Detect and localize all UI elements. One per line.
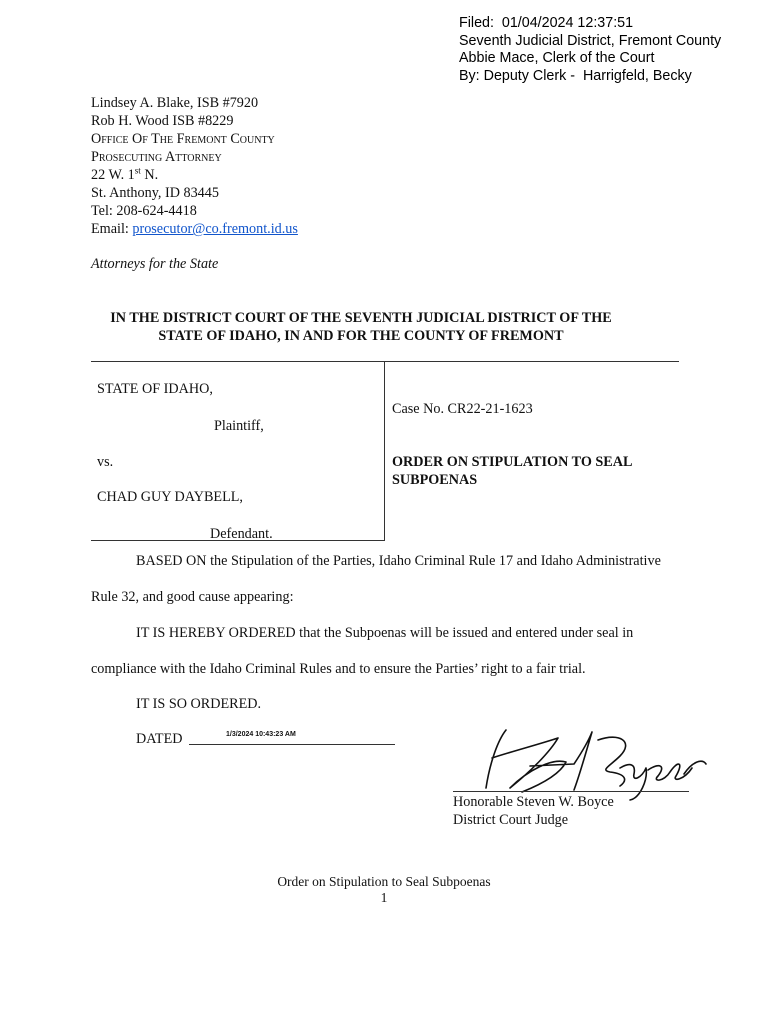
page-number: 1 [380, 890, 388, 905]
attorney-1: Lindsey A. Blake, ISB #7920 [91, 95, 259, 111]
case-number: Case No. CR22-21-1623 [392, 401, 533, 417]
caption-divider [384, 362, 385, 540]
address-street: 22 W. 1st N. [91, 165, 159, 183]
filed-date: Filed: 01/04/2024 12:37:51 [459, 15, 634, 31]
filed-district: Seventh Judicial District, Fremont County [459, 32, 722, 49]
signature-line [453, 791, 689, 792]
plaintiff-name: STATE OF IDAHO, [97, 381, 213, 397]
judge-title: District Court Judge [453, 812, 569, 828]
document-title [392, 453, 632, 489]
dated-underline [189, 744, 395, 745]
dated-label: DATED [136, 731, 183, 747]
paragraph-1-line-1: BASED ON the Stipulation of the Parties, Idaho Criminal Rule 17 and Idaho Administrative [136, 553, 661, 569]
so-ordered: IT IS SO ORDERED. [136, 696, 262, 712]
filing-stamp [459, 15, 721, 85]
filed-deputy: By: Deputy Clerk - Harrigfeld, Becky [459, 67, 692, 84]
court-heading-line-1: IN THE DISTRICT COURT OF THE SEVENTH JUDICIAL DISTRICT OF THE [110, 310, 612, 326]
defendant-label: Defendant. [210, 526, 273, 542]
judge-name: Honorable Steven W. Boyce [453, 794, 614, 810]
judge-signature [470, 722, 710, 802]
paragraph-2-line-1: IT IS HEREBY ORDERED that the Subpoenas will be issued and entered under seal in [136, 625, 634, 641]
attorney-2: Rob H. Wood ISB #8229 [91, 113, 234, 129]
email-line: Email: prosecutor@co.fremont.id.us [91, 221, 298, 237]
telephone: Tel: 208-624-4418 [91, 203, 197, 219]
defendant-name: CHAD GUY DAYBELL, [97, 489, 243, 505]
filed-clerk: Abbie Mace, Clerk of the Court [459, 50, 655, 66]
document-title-line-1: ORDER ON STIPULATION TO SEAL [392, 454, 633, 470]
office-line-2: Prosecuting Attorney [91, 149, 222, 165]
attorney-block [91, 94, 298, 238]
paragraph-2-line-2: compliance with the Idaho Criminal Rules and to ensure the Parties’ right to a fair trial. [91, 661, 586, 677]
attorneys-role: Attorneys for the State [91, 256, 219, 272]
paragraph-1-line-2: Rule 32, and good cause appearing: [91, 589, 294, 605]
plaintiff-label: Plaintiff, [214, 418, 264, 434]
footer-title: Order on Stipulation to Seal Subpoenas [277, 874, 491, 889]
dated-value: 1/3/2024 10:43:23 AM [226, 731, 296, 738]
caption-top-rule [91, 361, 679, 362]
document-title-line-2: SUBPOENAS [392, 472, 478, 488]
email-link[interactable]: prosecutor@co.fremont.id.us [132, 221, 298, 237]
office-line-1: Office Of The Fremont County [91, 131, 275, 147]
address-city: St. Anthony, ID 83445 [91, 185, 219, 201]
court-heading [91, 309, 631, 345]
court-heading-line-2: STATE OF IDAHO, IN AND FOR THE COUNTY OF FREMONT [158, 328, 564, 344]
versus: vs. [97, 454, 114, 470]
